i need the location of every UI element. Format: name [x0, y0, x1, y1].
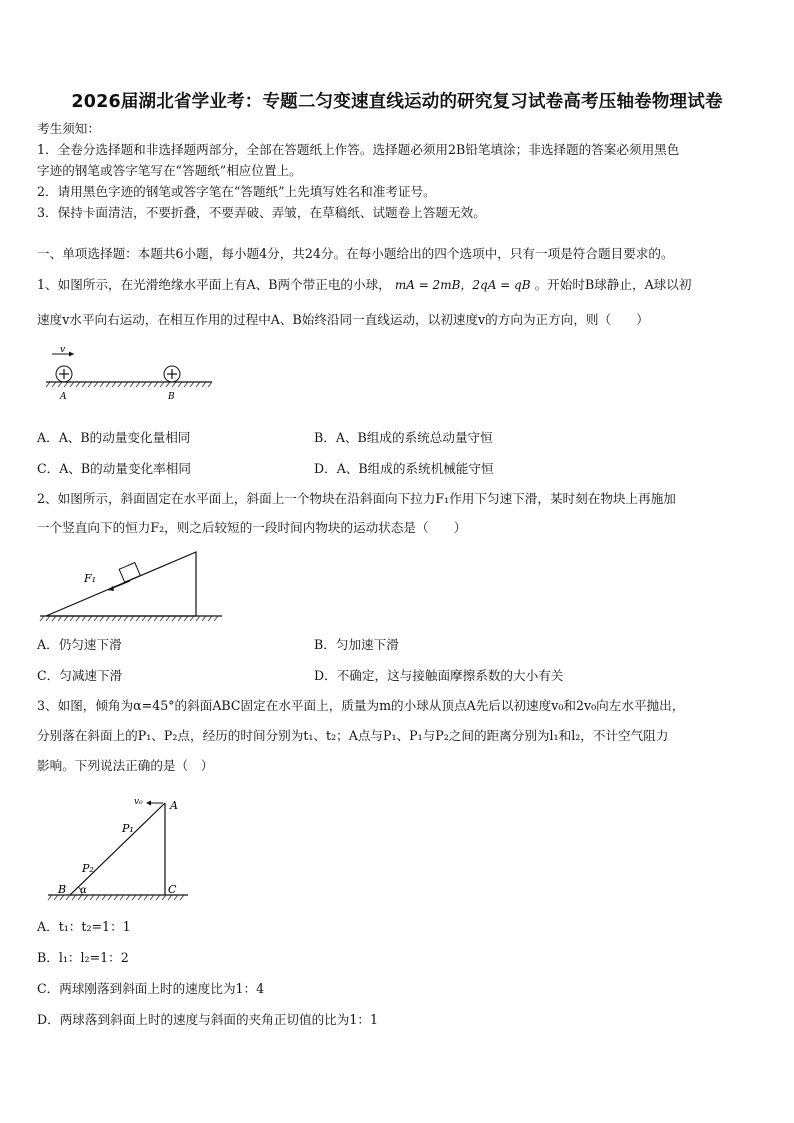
q1-v-label: v: [60, 345, 66, 355]
notice-item-1-cont: 字迹的钢笔或答字笔写在“答题纸”相应位置上。: [37, 163, 302, 178]
notice-heading: 考生须知：: [37, 121, 100, 136]
notice-item-2: 2．请用黑色字迹的钢笔或答字笔在“答题纸”上先填写姓名和准考证号。: [37, 184, 436, 199]
q1-figure: [40, 345, 220, 405]
q3-B-label: B: [58, 883, 67, 896]
q3-P2-label: P₂: [82, 862, 94, 875]
q3-line2: 分别落在斜面上的P₁、P₂点，经历的时间分别为t₁、t₂；A点与P₁、P₁与P₂之间的距离分别为l₁和l₂，不计空气阻力: [37, 728, 669, 743]
q2-option-c[interactable]: C．匀减速下滑: [37, 668, 123, 683]
q3-P1-label: P₁: [122, 822, 134, 835]
q2-option-b[interactable]: B．匀加速下滑: [314, 637, 399, 652]
q1-B-label: B: [168, 392, 175, 402]
q1-line1b: 。开始时B球静止，A球以初: [534, 277, 692, 292]
notice-item-1: 1．全卷分选择题和非选择题两部分，全部在答题纸上作答。选择题必须用2B铅笔填涂；非选择题的答案必须用黑色: [37, 142, 680, 157]
q2-option-d[interactable]: D．不确定，这与接触面摩擦系数的大小有关: [314, 668, 564, 683]
q2-figure: [38, 548, 224, 624]
q1-option-c[interactable]: C．A、B的动量变化率相同: [37, 461, 191, 476]
section-heading: 一、单项选择题：本题共6小题，每小题4分，共24分。在每小题给出的四个选项中，只有一项是符合题目要求的。: [37, 246, 674, 261]
q2-line2: 一个竖直向下的恒力F₂，则之后较短的一段时间内物块的运动状态是（ ）: [37, 520, 467, 535]
q1-option-b[interactable]: B．A、B组成的系统总动量守恒: [314, 430, 493, 445]
q1-formula: mA = 2mB，2qA = qB: [394, 278, 531, 292]
q1-option-a[interactable]: A．A、B的动量变化量相同: [37, 430, 191, 445]
q1-option-d[interactable]: D．A、B组成的系统机械能守恒: [314, 461, 494, 476]
exam-title: 2026届湖北省学业考：专题二匀变速直线运动的研究复习试卷高考压轴卷物理试卷: [71, 92, 723, 112]
q1-line2: 速度v水平向右运动，在相互作用的过程中A、B始终沿同一直线运动，以初速度v的方向为正方向，则（ ）: [37, 312, 649, 327]
q3-option-b[interactable]: B．l₁：l₂=1：2: [37, 950, 129, 965]
q2-F1-label: F₁: [84, 572, 97, 585]
q3-option-a[interactable]: A．t₁：t₂=1：1: [37, 919, 131, 934]
q2-option-a[interactable]: A．仍匀速下滑: [37, 637, 122, 652]
notice-item-3: 3．保持卡面清洁，不要折叠，不要弄破、弄皱，在草稿纸、试题卷上答题无效。: [37, 205, 486, 220]
q3-alpha-label: α: [80, 885, 87, 896]
q3-A-label: A: [170, 799, 178, 812]
q3-option-c[interactable]: C．两球刚落到斜面上时的速度比为1：4: [37, 981, 265, 996]
q3-line3: 影响。下列说法正确的是（ ）: [37, 758, 214, 773]
q1-line1: 1、如图所示，在光滑绝缘水平面上有A、B两个带正电的小球，: [37, 277, 391, 292]
q1-A-label: A: [60, 392, 67, 402]
q3-v0-label: v₀: [134, 797, 143, 807]
q3-line1: 3、如图，倾角为α=45°的斜面ABC固定在水平面上，质量为m的小球从顶点A先后以初速度v₀和2v₀向左水平抛出，: [37, 698, 685, 713]
q1-text: [37, 275, 691, 295]
q2-line1: 2、如图所示，斜面固定在水平面上，斜面上一个物块在沿斜面向下拉力F₁作用下匀速下滑，某时刻在物块上再施加: [37, 491, 676, 506]
q3-option-d[interactable]: D．两球落到斜面上时的速度与斜面的夹角正切值的比为1：1: [37, 1012, 378, 1027]
q3-C-label: C: [168, 883, 177, 896]
q3-figure: [44, 792, 194, 904]
